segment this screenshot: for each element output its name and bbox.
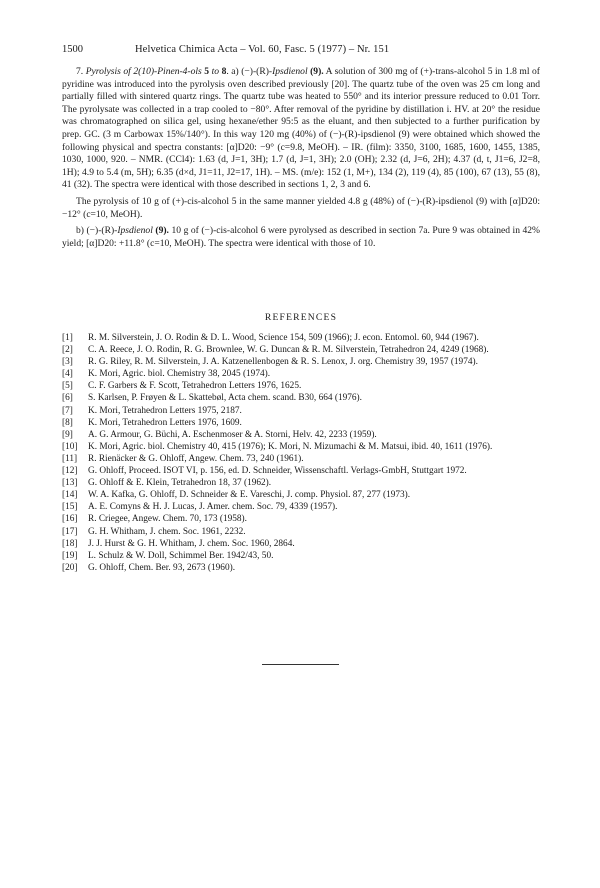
reference-text: G. Ohloff, Proceed. ISOT VI, p. 156, ed. D. Schneider, Wissenschaftl. Verlags-GmbH, Stuttgart 1972. xyxy=(88,466,467,477)
reference-item xyxy=(62,550,540,562)
reference-number: [12] xyxy=(62,466,78,477)
reference-text: K. Mori, Agric. biol. Chemistry 38, 2045 (1974). xyxy=(88,369,271,380)
reference-text: L. Schulz & W. Doll, Schimmel Ber. 1942/43, 50. xyxy=(88,550,274,561)
reference-item xyxy=(62,417,540,429)
reference-text: G. Ohloff & E. Klein, Tetrahedron 18, 37 (1962). xyxy=(88,478,272,489)
paragraph-pyrolysis-b xyxy=(62,225,540,250)
reference-number: [15] xyxy=(62,502,78,513)
references-heading: REFERENCES xyxy=(264,312,338,323)
reference-item xyxy=(62,405,540,417)
reference-number: [18] xyxy=(62,538,78,549)
reference-item xyxy=(62,380,540,392)
reference-text: K. Mori, Agric. biol. Chemistry 40, 415 (1976); K. Mori, N. Mizumachi & M. Matsui, ibid. 40, 1611 (1976). xyxy=(88,441,493,452)
reference-text: S. Karlsen, P. Frøyen & L. Skattebøl, Acta chem. scand. B30, 664 (1976). xyxy=(88,393,362,404)
section-heading-to: to xyxy=(211,66,220,77)
reference-number: [9] xyxy=(62,429,73,440)
reference-number: [19] xyxy=(62,550,78,561)
reference-number: [8] xyxy=(62,417,73,428)
reference-text: W. A. Kafka, G. Ohloff, D. Schneider & E. Vareschi, J. comp. Physiol. 87, 277 (1973). xyxy=(88,490,411,501)
reference-item xyxy=(62,489,540,501)
reference-number: [3] xyxy=(62,357,73,368)
subsection-title: Ipsdienol xyxy=(272,66,308,77)
compound-ref: (9). xyxy=(310,66,324,77)
reference-number: [5] xyxy=(62,381,73,392)
reference-text: R. Criegee, Angew. Chem. 70, 173 (1958). xyxy=(88,514,247,525)
reference-item xyxy=(62,477,540,489)
reference-number: [10] xyxy=(62,441,78,452)
subsection-label: b) (−)-(R)- xyxy=(76,225,118,237)
reference-item xyxy=(62,513,540,525)
compound-ref: (9). xyxy=(155,225,169,237)
reference-text: R. G. Riley, R. M. Silverstein, J. A. Katzenellenbogen & R. S. Lenox, J. org. Chemistry 39, 1957 (1974). xyxy=(88,357,478,368)
reference-text: R. M. Silverstein, J. O. Rodin & D. L. Wood, Science 154, 509 (1966); J. econ. Entomol. 60, 944 (1967). xyxy=(88,333,479,343)
reference-number: [4] xyxy=(62,369,73,380)
reference-number: [20] xyxy=(62,562,78,573)
reference-text: G. H. Whitham, J. chem. Soc. 1961, 2232. xyxy=(88,526,246,537)
paragraph-pyrolysis-a xyxy=(62,66,540,192)
compound-ref: 5 xyxy=(204,66,210,77)
end-divider xyxy=(262,664,339,665)
paragraph-text: 10 g of (−)-cis-alcohol 6 were pyrolysed as described in section 7a. Pure 9 was obtained in 42% yield; [α]D20: +11.8° (c=10, MeOH). The spectra were identical with those of 10. xyxy=(62,225,541,249)
reference-text: R. Rienäcker & G. Ohloff, Angew. Chem. 73, 240 (1961). xyxy=(88,453,304,464)
subsection-title: Ipsdienol xyxy=(117,225,153,237)
reference-text: G. Ohloff, Chem. Ber. 93, 2673 (1960). xyxy=(88,562,236,573)
reference-text: A. G. Armour, G. Büchi, A. Eschenmoser & A. Storni, Helv. 42, 2233 (1959). xyxy=(88,429,377,440)
journal-citation: Helvetica Chimica Acta – Vol. 60, Fasc. 5 (1977) – Nr. 151 xyxy=(135,44,390,55)
section-number: 7. xyxy=(76,66,84,77)
reference-item xyxy=(62,501,540,513)
reference-item xyxy=(62,538,540,550)
reference-item xyxy=(62,392,540,404)
reference-number: [11] xyxy=(62,453,78,464)
reference-item xyxy=(62,562,540,574)
paragraph-text: The pyrolysis of 10 g of (+)-cis-alcohol 5 in the same manner yielded 4.8 g (48%) of (−)-(R)-ipsdienol (9) with [α]D20: −12° (c=10, MeOH). xyxy=(62,195,540,220)
reference-number: [14] xyxy=(62,490,78,501)
reference-item xyxy=(62,465,540,477)
reference-item xyxy=(62,356,540,368)
reference-number: [6] xyxy=(62,393,73,404)
reference-item xyxy=(62,526,540,538)
reference-text: K. Mori, Tetrahedron Letters 1975, 2187. xyxy=(88,405,242,416)
reference-item xyxy=(62,429,540,441)
reference-item xyxy=(62,344,540,356)
reference-number: [7] xyxy=(62,405,73,416)
page-number: 1500 xyxy=(62,44,83,55)
reference-number: [13] xyxy=(62,478,78,489)
reference-number: [16] xyxy=(62,514,78,525)
paragraph-text: A solution of 300 mg of (+)-trans-alcohol 5 in 1.8 ml of pyridine was introduced into the pyrolysis oven described previously [20]. The quartz tube of the oven was 25 cm long and partially filled with sintered quartz rings. The quartz tube was heated to 550° and its interior pressure reduced to 0.01 Torr. The pyrolysate was collected in a trap cooled to −80°. After removal of the pyridine by distillation i. HV. at 20° the residue was chromatographed on silica gel, using hexane/ether 95:5 as the eluant, and then subjected to a further purification by prep. GC. (3 m Carbowax 15%/140°). In this way 120 mg (40%) of (−)-(R)-ipsdienol (9) were obtained which showed the following physical and spectra constants: [α]D20: −9° (c=9.8, MeOH). – IR. (film): 3350, 3100, 1685, 1600, 1455, 1385, 1030, 1000, 920. – NMR. (CCl4): 1.63 (d, J=1, 3H); 1.7 (d, J=1, 3H); 2.0 (OH); 2.32 (d, J=6, 2H); 4.37 (d, t, J1=6, J2=8, 1H); 4.9 to 5.4 (m, 5H); 6.35 (d×d, J1=11, J2=17, 1H). – MS. (m/e): 152 (1, M+), 134 (2), 119 (4), 85 (100), 67 (13), 55 (8), 41 (32). The spectra were identical with those described in sections 1, 2, 3 and 6. xyxy=(62,66,540,191)
section-heading: Pyrolysis of 2(10)-Pinen-4-ols xyxy=(85,66,202,77)
paragraph-pyrolysis-cis xyxy=(62,196,540,221)
reference-item xyxy=(62,332,540,344)
reference-text: J. J. Hurst & G. H. Whitham, J. chem. Soc. 1960, 2864. xyxy=(88,538,295,549)
reference-number: [2] xyxy=(62,345,73,356)
reference-list xyxy=(62,332,540,574)
reference-number: [17] xyxy=(62,526,78,537)
reference-text: C. A. Reece, J. O. Rodin, R. G. Brownlee, W. G. Duncan & R. M. Silverstein, Tetrahedron 24, 4249 (1968). xyxy=(88,345,489,356)
reference-item xyxy=(62,368,540,380)
reference-text: K. Mori, Tetrahedron Letters 1976, 1609. xyxy=(88,417,242,428)
reference-item xyxy=(62,453,540,465)
subsection-label: . a) (−)-(R)- xyxy=(226,66,273,77)
reference-number: [1] xyxy=(62,333,73,343)
reference-text: C. F. Garbers & F. Scott, Tetrahedron Letters 1976, 1625. xyxy=(88,381,302,392)
reference-text: A. E. Comyns & H. J. Lucas, J. Amer. chem. Soc. 79, 4339 (1957). xyxy=(88,502,338,513)
experimental-section xyxy=(62,66,540,250)
compound-ref: 8 xyxy=(221,66,227,77)
reference-item xyxy=(62,441,540,453)
